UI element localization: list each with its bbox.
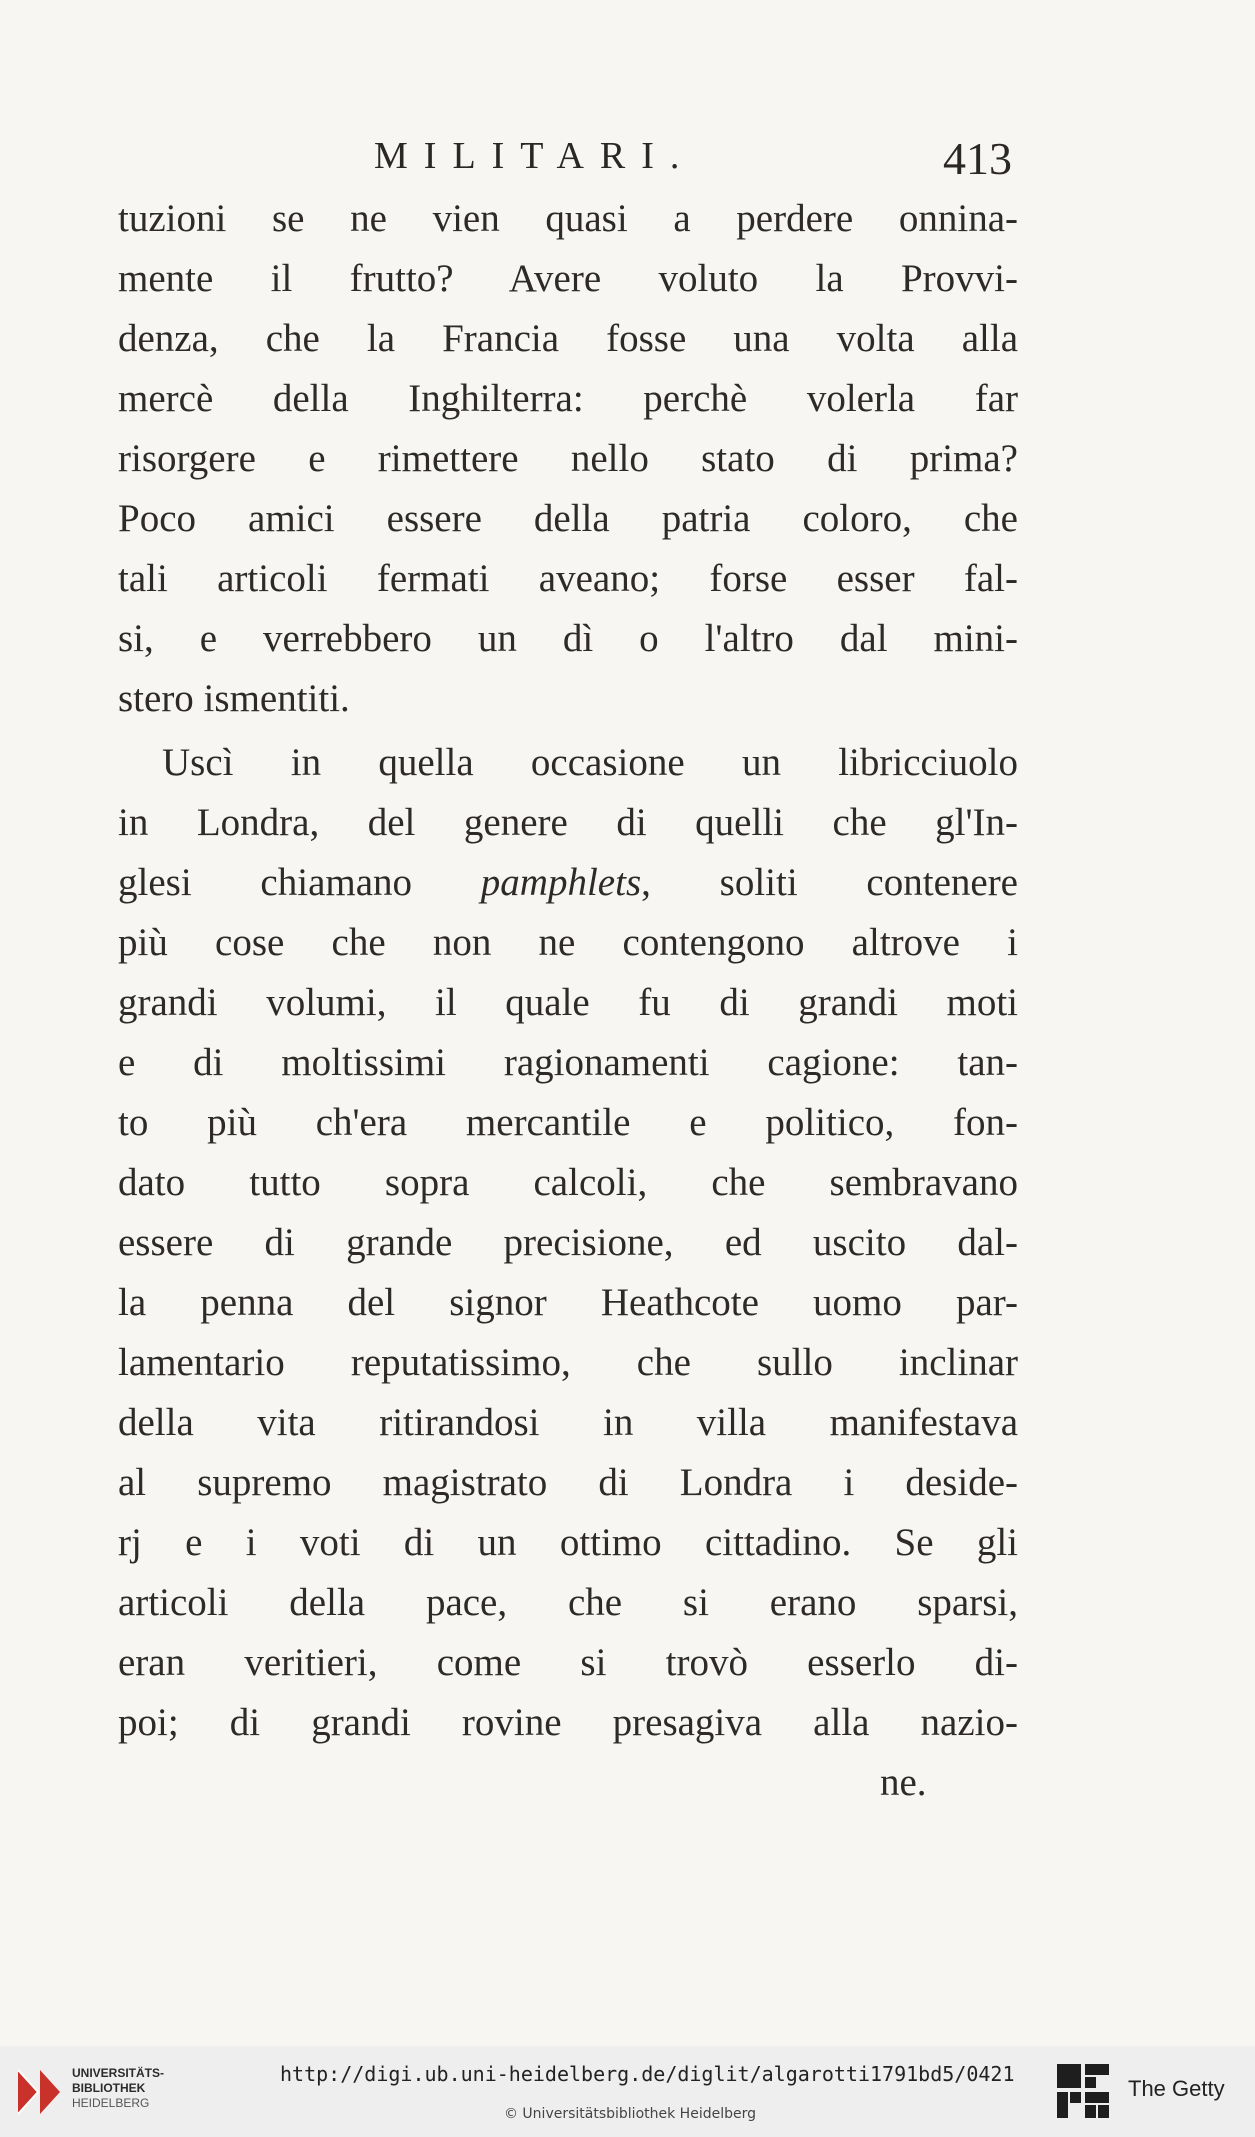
copyright-notice: © Universitätsbibliothek Heidelberg (503, 2106, 756, 2122)
text-line: si, e verrebbero un dì o l'altro dal mini- (118, 617, 1018, 660)
text-line: to più ch'era mercantile e politico, fon- (118, 1101, 1018, 1144)
getty-logo-icon (1055, 2062, 1111, 2120)
library-name (72, 2066, 164, 2111)
text-line: mente il frutto? Avere voluto la Provvi- (118, 257, 1018, 300)
text-line: grandi volumi, il quale fu di grandi moti (118, 981, 1018, 1024)
text-line: stero ismentiti. (118, 677, 350, 720)
library-name-line: BIBLIOTHEK (72, 2081, 146, 2095)
text-line: al supremo magistrato di Londra i deside- (118, 1461, 1018, 1504)
page-header (118, 128, 1016, 188)
text-line: risorgere e rimettere nello stato di prima? (118, 437, 1018, 480)
text-line: tali articoli fermati aveano; forse esser fal- (118, 557, 1018, 600)
text-line: la penna del signor Heathcote uomo par- (118, 1281, 1018, 1324)
text-line: e di moltissimi ragionamenti cagione: tan- (118, 1041, 1018, 1084)
text-segment: glesi chiamano (118, 861, 481, 904)
text-line: articoli della pace, che si erano sparsi, (118, 1581, 1018, 1624)
text-line: dato tutto sopra calcoli, che sembravano (118, 1161, 1018, 1204)
permalink-url[interactable]: http://digi.ub.uni-heidelberg.de/diglit/algarotti1791bd5/0421 (280, 2062, 1015, 2086)
library-name-line: HEIDELBERG (72, 2096, 150, 2110)
text-line: poi; di grandi rovine presagiva alla nazio- (118, 1701, 1018, 1744)
text-line: eran veritieri, come si trovò esserlo di- (118, 1641, 1018, 1684)
page-number: 413 (943, 133, 1012, 184)
text-segment: , soliti contenere (641, 861, 1018, 904)
text-line: denza, che la Francia fosse una volta alla (118, 317, 1018, 360)
library-name-line: UNIVERSITÄTS- (72, 2066, 165, 2080)
text-line: in Londra, del genere di quelli che gl'In- (118, 801, 1018, 844)
text-line: più cose che non ne contengono altrove i (118, 921, 1018, 964)
text-line (118, 854, 1018, 912)
catchword: ne. (880, 1761, 927, 1804)
text-line: Poco amici essere della patria coloro, che (118, 497, 1018, 540)
footer-bar (0, 2046, 1255, 2137)
text-line: essere di grande precisione, ed uscito dal- (118, 1221, 1018, 1264)
text-line: lamentario reputatissimo, che sullo inclinar (118, 1341, 1018, 1384)
italic-term: pamphlets (480, 861, 642, 904)
text-line: della vita ritirandosi in villa manifestava (118, 1401, 1018, 1444)
partner-name: The Getty (1128, 2076, 1225, 2101)
text-line: mercè della Inghilterra: perchè volerla far (118, 377, 1018, 420)
text-line: rj e i voti di un ottimo cittadino. Se gli (118, 1521, 1018, 1564)
running-head: MILITARI. (374, 135, 696, 177)
ub-heidelberg-logo-icon (14, 2064, 64, 2120)
text-line: tuzioni se ne vien quasi a perdere onnina- (118, 197, 1018, 240)
text-line: Uscì in quella occasione un libricciuolo (162, 741, 1018, 784)
